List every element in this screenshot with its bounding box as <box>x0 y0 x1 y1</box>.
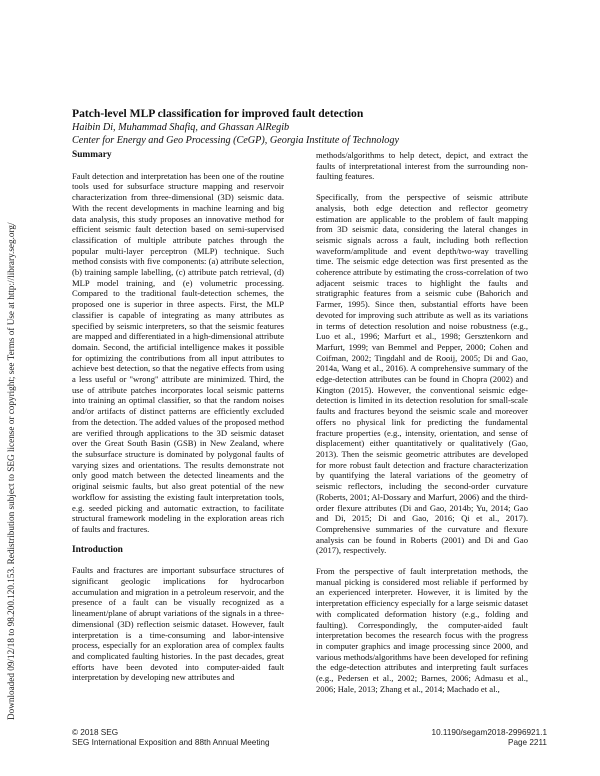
right-column <box>316 150 528 704</box>
right-paragraph-3: From the perspective of fault interpretation methods, the manual picking is considered most reliable if performed by an experienced interpreter. However, it is limited by the interpretation efficiency especially for a large seismic dataset with complicated deformation history (e.g., folding and faulting). Correspondingly, the computer-aided fault interpretation becomes the research focus with the progress in computer graphics and image processing since 2000, and various methods/algorithms have been developed for refining the edge-detection attributes and interpreting fault surfaces (e.g., Pedersen et al., 2002; Barnes, 2006; Admasu et al., 2006; Hale, 2013; Zhang et al., 2014; Machado et al., <box>316 566 528 694</box>
introduction-paragraph: Faults and fractures are important subsurface structures of significant geologic implications for hydrocarbon accumulation and migration in a petroleum reservoir, and the presence of a fault can be visually recognized as a lineament/plane of abrupt variations of the signals in a three-dimensional (3D) reflection seismic dataset. However, fault interpretation is a time-consuming and labor-intensive process, especially for an exploration area of complex faults and complicated faulting histories. In the past decades, great efforts have been devoted into computer-aided fault interpretation by developing new attributes and <box>72 565 284 683</box>
page-footer <box>72 728 547 748</box>
right-paragraph-1: methods/algorithms to help detect, depict, and extract the faults of interpretational interest from the surrounding non-faulting features. <box>316 150 528 182</box>
summary-heading: Summary <box>72 150 112 160</box>
paper-header <box>72 107 542 147</box>
footer-page-number: Page 2211 <box>507 738 547 747</box>
left-column <box>72 150 284 693</box>
footer-doi: 10.1190/segam2018-2996921.1 <box>431 728 547 737</box>
download-notice-text: Downloaded 09/12/18 to 98.200.120.153. Redistribution subject to SEG license or copyright; see Terms of Use at http://library.seg.org/ <box>6 222 16 720</box>
paper-authors: Haibin Di, Muhammad Shafiq, and Ghassan AlRegib <box>72 122 290 133</box>
footer-copyright: © 2018 SEG <box>72 728 119 737</box>
footer-meeting: SEG International Exposition and 88th Annual Meeting <box>72 738 270 747</box>
paper-affiliation: Center for Energy and Geo Processing (CeGP), Georgia Institute of Technology <box>72 134 399 146</box>
paper-title: Patch-level MLP classification for improved fault detection <box>72 107 364 120</box>
summary-paragraph: Fault detection and interpretation has been one of the routine tools used for subsurface structure mapping and reservoir characterization from three-dimensional (3D) seismic data. With the recent developments in machine learning and big data analysis, this study proposes an innovative method for efficient seismic fault detection based on semi-supervised classification of multiple attribute patches through the popular multi-layer perceptron (MLP) technique. Such method consists with five components: (a) attribute selection, (b) training sample labelling, (c) attribute patch retrieval, (d) MLP model training, and (e) volumetric processing. Compared to the traditional fault-detection schemes, the proposed one is superior in three aspects. First, the MLP classifier is capable of integrating as many attributes as specified by seismic interpreters, so that the seismic features are mapped and differentiated in a high-dimensional attribute domain. Second, the artificial intelligence makes it possible for optimizing the contributions from all input attributes to achieve best detection, so that the negative effects from using a less useful or "wrong" attribute are minimized. Third, the use of attribute patches incorporates local seismic patterns into training an optimal classifier, so that the random noises and/or artifacts of distinct patterns are efficiently excluded from the detection. The added values of the proposed method are verified through applications to the 3D seismic dataset over the Great South Basin (GSB) in New Zealand, where the subsurface structure is dominated by polygonal faults of varying sizes and orientations. The results demonstrate not only good match between the detected lineaments and the original seismic faults, but also great potential of the new workflow for assisting the existing fault interpretation tools, e.g. seeded picking and automatic extraction, to facilitate structural framework modeling in the exploration areas rich of faults and fractures. <box>72 170 284 534</box>
download-notice <box>2 120 22 720</box>
introduction-heading: Introduction <box>72 544 123 555</box>
right-paragraph-2: Specifically, from the perspective of seismic attribute analysis, both edge detection and reflector geometry estimation are applicable to the problem of fault mapping from 3D seismic data, considering the lateral changes in seismic signals across a fault, including both reflection waveform/amplitude and event depth/two-way travelling time. The seismic edge detection was first presented as the coherence attribute by estimating the cross-correlation of two adjacent seismic traces to highlight the faults and stratigraphic features from a seismic cube (Bahorich and Farmer, 1995). Since then, substantial efforts have been devoted for improving such attribute as well as its variations in terms of detection resolution and noise robustness (e.g., Luo et al., 1996; Marfurt et al., 1998; Gersztenkorn and Marfurt, 1999; van Bemmel and Pepper, 2000; Cohen and Coifman, 2002; Tingdahl and de Rooij, 2005; Di and Gao, 2014a, Wang et al., 2016). A comprehensive summary of the edge-detection attributes can be found in Chopra (2002) and Kington (2015). However, the conventional seismic edge-detection is limited in its detection resolution for small-scale faults and fractures beyond the seismic scale and moreover offers no physical link for predicting the fundamental fracture properties (e.g., intensity, orientation, and sense of displacement) either quantitatively or qualitatively (Gao, 2013). Then the seismic geometric attributes are developed for more robust fault detection and fracture characterization by quantifying the lateral variations of the geometry of seismic reflectors, including the second-order curvature (Roberts, 2001; Al-Dossary and Marfurt, 2006) and the third-order flexure attributes (Di and Gao, 2014b; Yu, 2014; Gao and Di, 2015; Di and Gao, 2016; Qi et al., 2017). Comprehensive summaries of the curvature and flexure analysis can be found in Roberts (2001) and Di and Gao (2017), respectively. <box>316 192 528 556</box>
